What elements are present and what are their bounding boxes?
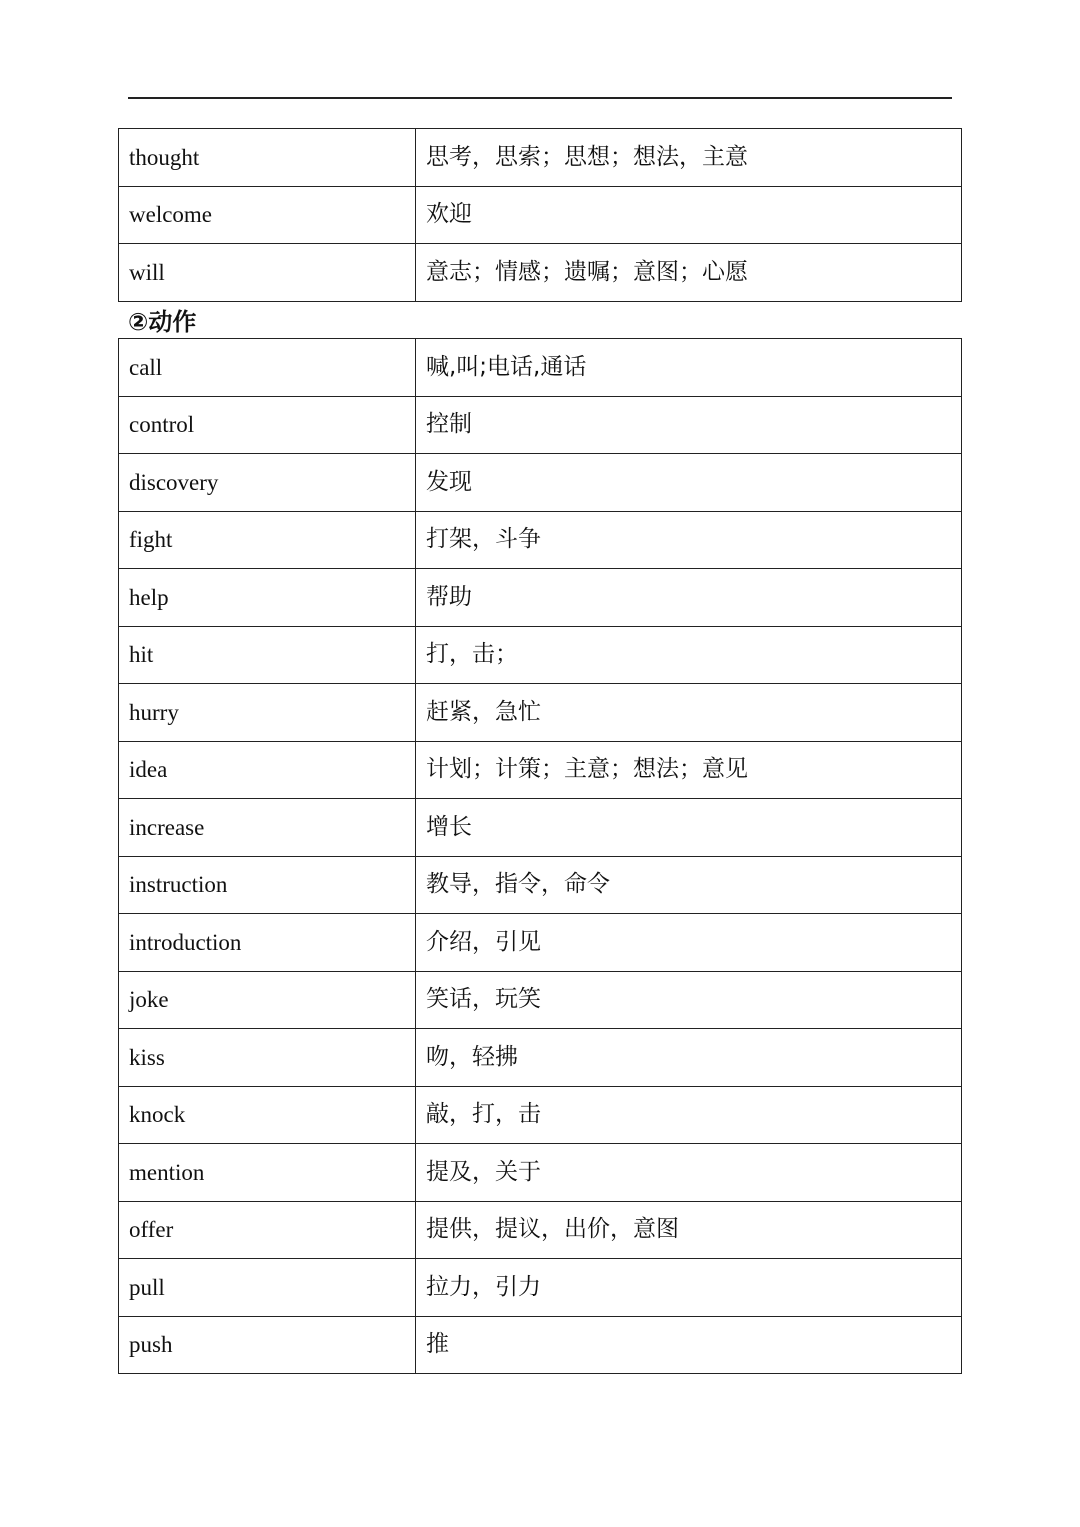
vocabulary-table-top-body <box>119 129 962 302</box>
chinese-meaning-cell: 思考，思索；思想；想法，主意 <box>416 129 962 187</box>
english-word-cell: push <box>119 1316 416 1374</box>
chinese-meaning-cell: 欢迎 <box>416 186 962 244</box>
chinese-meaning-cell: 推 <box>416 1316 962 1374</box>
table-row <box>119 1201 962 1259</box>
english-word-cell: welcome <box>119 186 416 244</box>
english-word-cell: call <box>119 339 416 397</box>
chinese-meaning-cell: 吻，轻拂 <box>416 1029 962 1087</box>
english-word-cell: kiss <box>119 1029 416 1087</box>
english-word-cell: pull <box>119 1259 416 1317</box>
table-row <box>119 914 962 972</box>
chinese-meaning-cell: 打，击； <box>416 626 962 684</box>
english-word-cell: help <box>119 569 416 627</box>
chinese-meaning-cell: 计划；计策；主意；想法；意见 <box>416 741 962 799</box>
chinese-meaning-cell: 提供，提议，出价，意图 <box>416 1201 962 1259</box>
chinese-meaning-cell: 增长 <box>416 799 962 857</box>
vocabulary-table-top <box>118 128 962 302</box>
table-row <box>119 1316 962 1374</box>
chinese-meaning-cell: 意志；情感；遗嘱；意图；心愿 <box>416 244 962 302</box>
chinese-meaning-cell: 控制 <box>416 396 962 454</box>
english-word-cell: introduction <box>119 914 416 972</box>
table-row <box>119 1029 962 1087</box>
chinese-meaning-cell: 打架，斗争 <box>416 511 962 569</box>
table-row <box>119 971 962 1029</box>
chinese-meaning-cell: 赶紧，急忙 <box>416 684 962 742</box>
english-word-cell: increase <box>119 799 416 857</box>
vocabulary-table-actions <box>118 338 962 1374</box>
english-word-cell: knock <box>119 1086 416 1144</box>
chinese-meaning-cell: 帮助 <box>416 569 962 627</box>
chinese-meaning-cell: 介绍，引见 <box>416 914 962 972</box>
table-row <box>119 856 962 914</box>
table-row <box>119 1144 962 1202</box>
table-row <box>119 129 962 187</box>
table-row <box>119 244 962 302</box>
english-word-cell: hit <box>119 626 416 684</box>
table-row <box>119 684 962 742</box>
table-row <box>119 186 962 244</box>
chinese-meaning-cell: 发现 <box>416 454 962 512</box>
english-word-cell: mention <box>119 1144 416 1202</box>
chinese-meaning-cell: 提及，关于 <box>416 1144 962 1202</box>
table-row <box>119 741 962 799</box>
table-row <box>119 1259 962 1317</box>
table-row <box>119 1086 962 1144</box>
english-word-cell: discovery <box>119 454 416 512</box>
english-word-cell: control <box>119 396 416 454</box>
section-heading-actions: ②动作 <box>128 308 197 336</box>
chinese-meaning-cell: 笑话，玩笑 <box>416 971 962 1029</box>
english-word-cell: will <box>119 244 416 302</box>
chinese-meaning-cell: 敲，打，击 <box>416 1086 962 1144</box>
header-rule <box>128 97 952 99</box>
vocabulary-table-actions-body <box>119 339 962 1374</box>
table-row <box>119 511 962 569</box>
english-word-cell: instruction <box>119 856 416 914</box>
table-row <box>119 454 962 512</box>
english-word-cell: joke <box>119 971 416 1029</box>
english-word-cell: idea <box>119 741 416 799</box>
english-word-cell: offer <box>119 1201 416 1259</box>
table-row <box>119 396 962 454</box>
chinese-meaning-cell: 拉力，引力 <box>416 1259 962 1317</box>
table-row <box>119 569 962 627</box>
english-word-cell: fight <box>119 511 416 569</box>
table-row <box>119 339 962 397</box>
table-row <box>119 799 962 857</box>
table-row <box>119 626 962 684</box>
english-word-cell: thought <box>119 129 416 187</box>
chinese-meaning-cell: 教导，指令，命令 <box>416 856 962 914</box>
chinese-meaning-cell: 喊,叫;电话,通话 <box>416 339 962 397</box>
english-word-cell: hurry <box>119 684 416 742</box>
